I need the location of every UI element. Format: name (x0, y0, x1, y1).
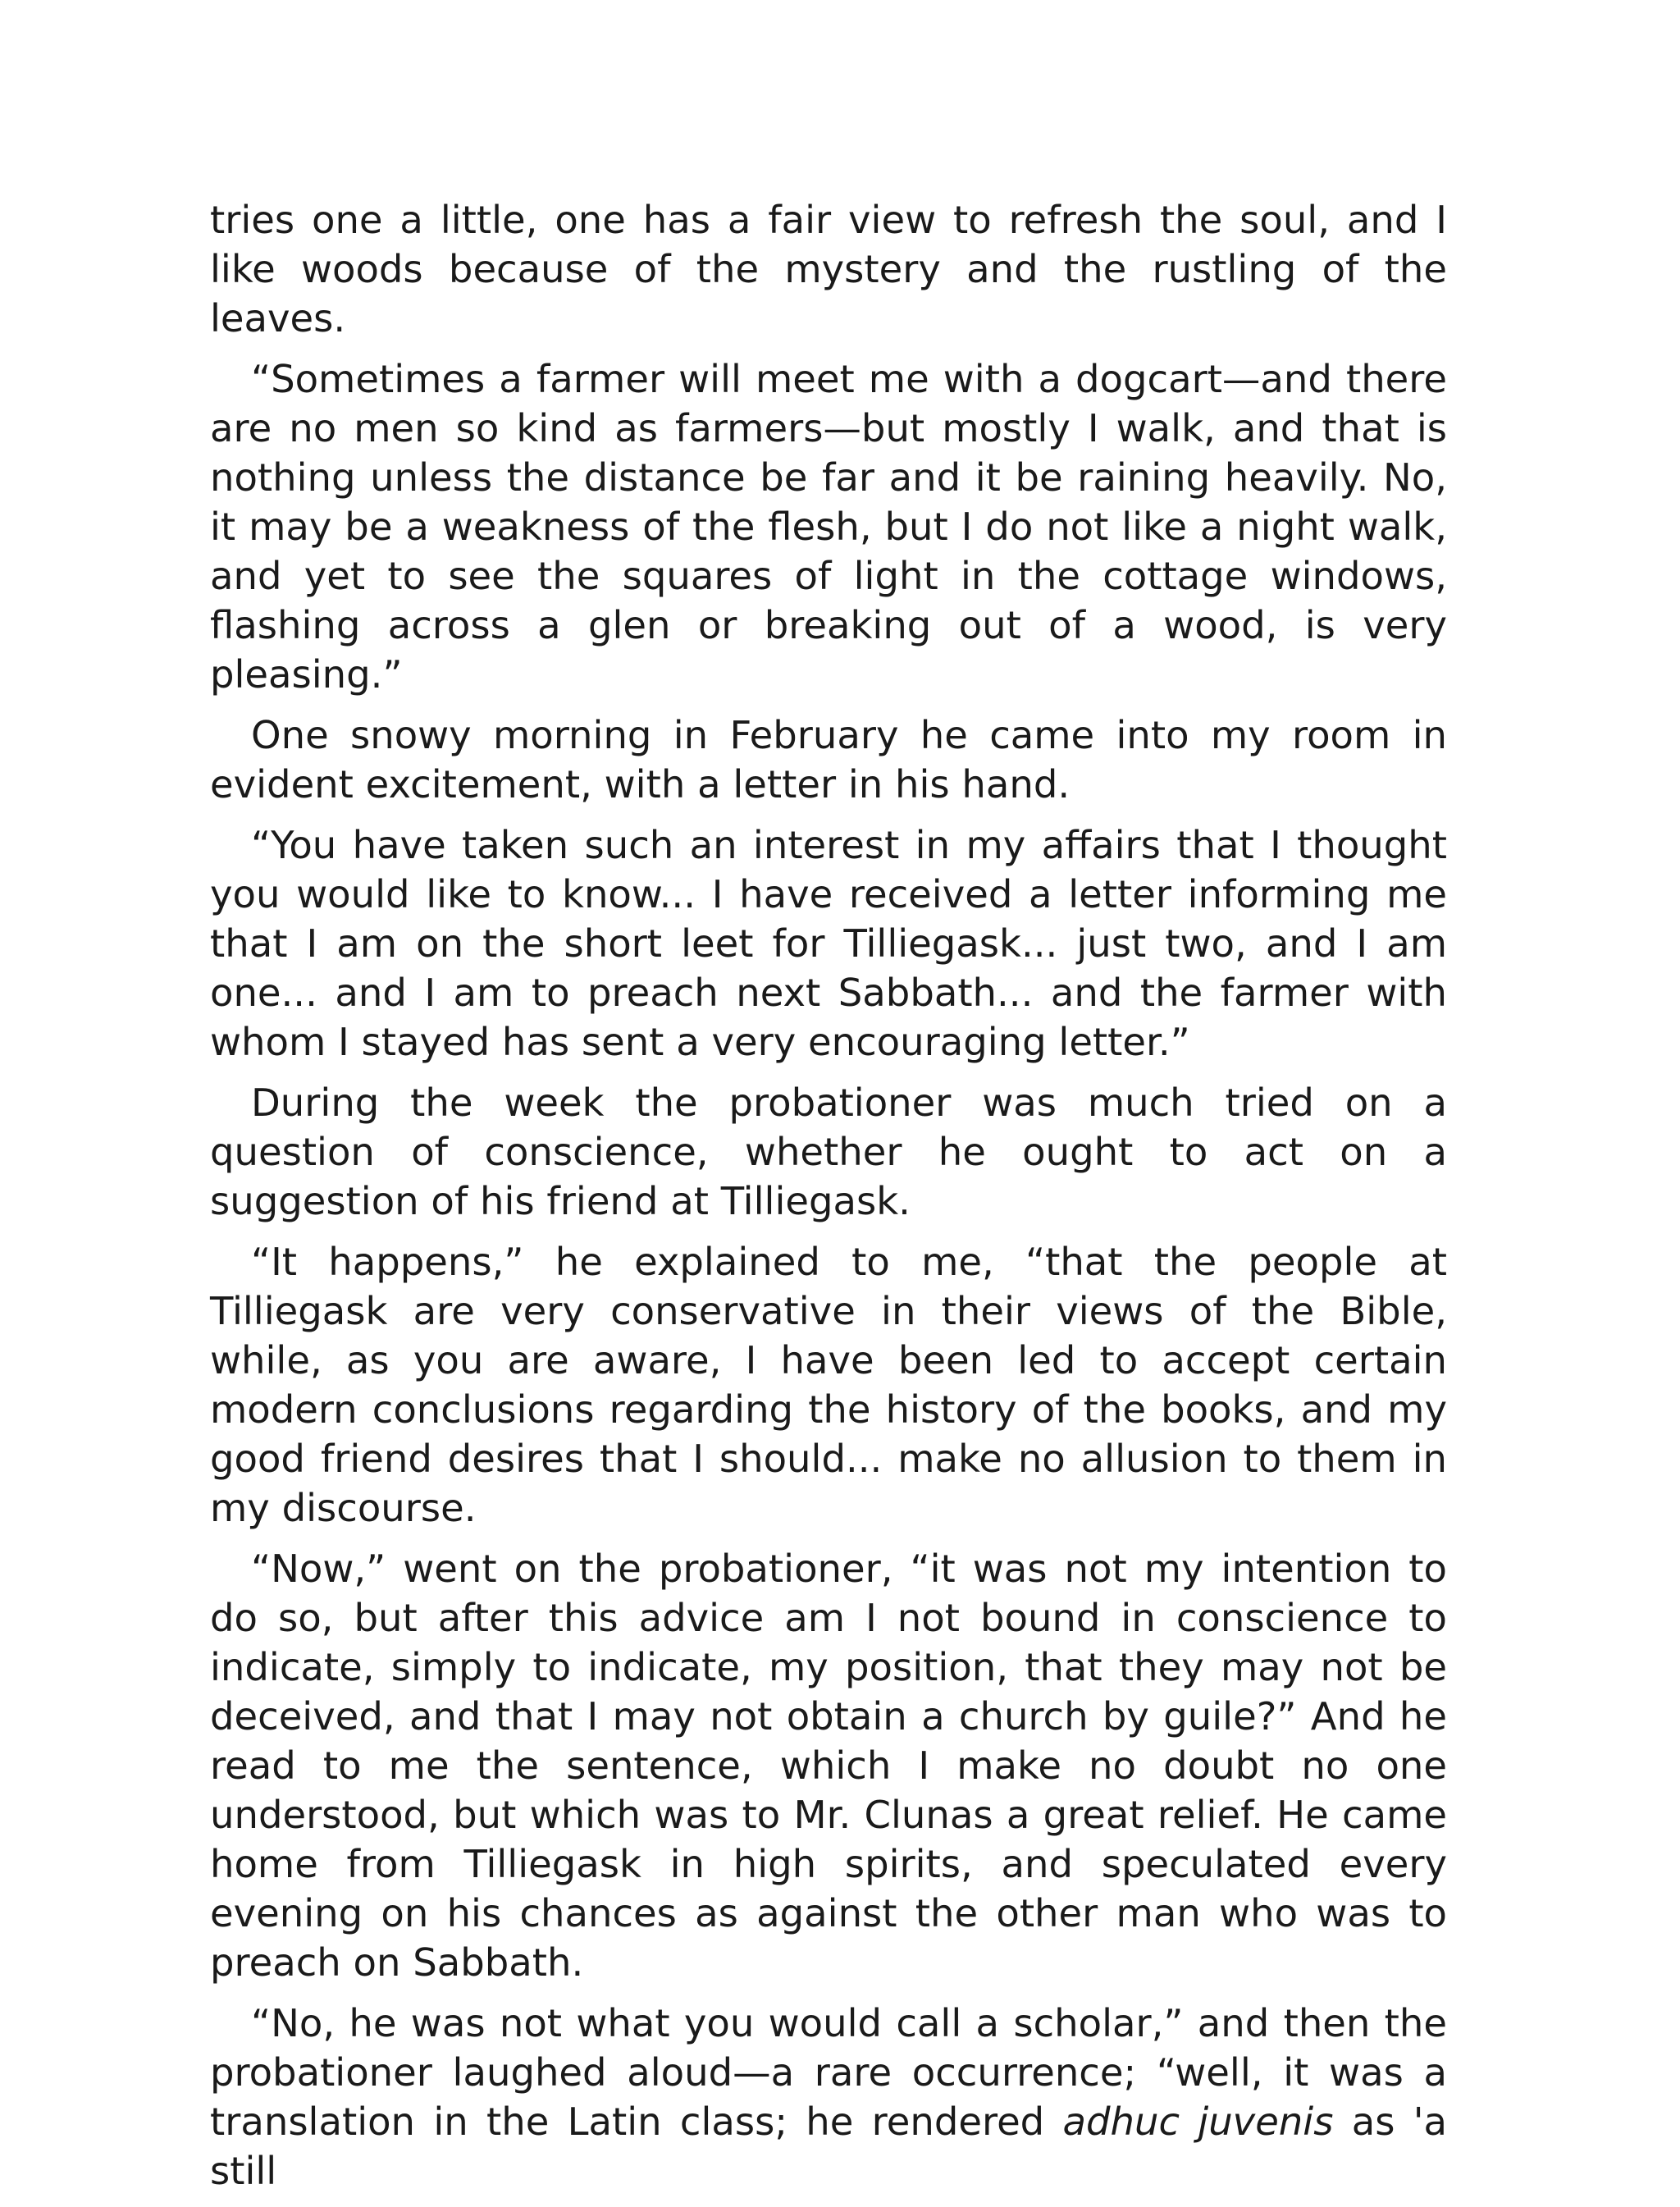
paragraph: One snowy morning in February he came into my room in evident excitement, with a letter in his hand. (210, 713, 1447, 806)
paragraph-text: as 'a still (210, 2100, 1448, 2193)
paragraph: “Now,” went on the probationer, “it was not my intention to do so, but after this advice am I not bound in conscience to indicate, simply to indicate, my position, that they may not be deceived, and that I may not obtain a church by guile?” And he read to me the sentence, which I make no doubt no one understood, but which was to Mr. Clunas a great relief. He came home from Tilliegask in high spirits, and speculated every evening on his chances as against the other man who was to preach on Sabbath. (210, 1547, 1447, 1985)
paragraph: “You have taken such an interest in my affairs that I thought you would like to know... I have received a letter informing me that I am on the short leet for Tilliegask... just two, and I am one... and I am to preach next Sabbath... and the farmer with whom I stayed has sent a very encouraging letter.” (210, 823, 1447, 1064)
page-body (210, 195, 1447, 2207)
paragraph-text: “No, he was not what you would call a scholar,” and then the probationer laughed aloud—a rare occurrence; “well, it was a translation in the Latin class; he rendered (210, 2001, 1447, 2144)
paragraph: tries one a little, one has a fair view to refresh the soul, and I like woods because of the mystery and the rustling of the leaves. (210, 198, 1447, 340)
paragraph: “It happens,” he explained to me, “that the people at Tilliegask are very conservative in their views of the Bible, while, as you are aware, I have been led to accept certain modern conclusions regarding the history of the books, and my good friend desires that I should... make no allusion to them in my discourse. (210, 1240, 1447, 1530)
paragraph (210, 1999, 1447, 2196)
paragraph: “Sometimes a farmer will meet me with a dogcart—and there are no men so kind as farmers—but mostly I walk, and that is nothing unless the distance be far and it be raining heavily. No, it may be a weakness of the flesh, but I do not like a night walk, and yet to see the squares of light in the cottage windows, flashing across a glen or breaking out of a wood, is very pleasing.” (210, 357, 1447, 697)
latin-phrase: adhuc juvenis (1062, 2100, 1334, 2144)
paragraph: During the week the probationer was much tried on a question of conscience, whether he ought to act on a suggestion of his friend at Tilliegask. (210, 1081, 1447, 1223)
